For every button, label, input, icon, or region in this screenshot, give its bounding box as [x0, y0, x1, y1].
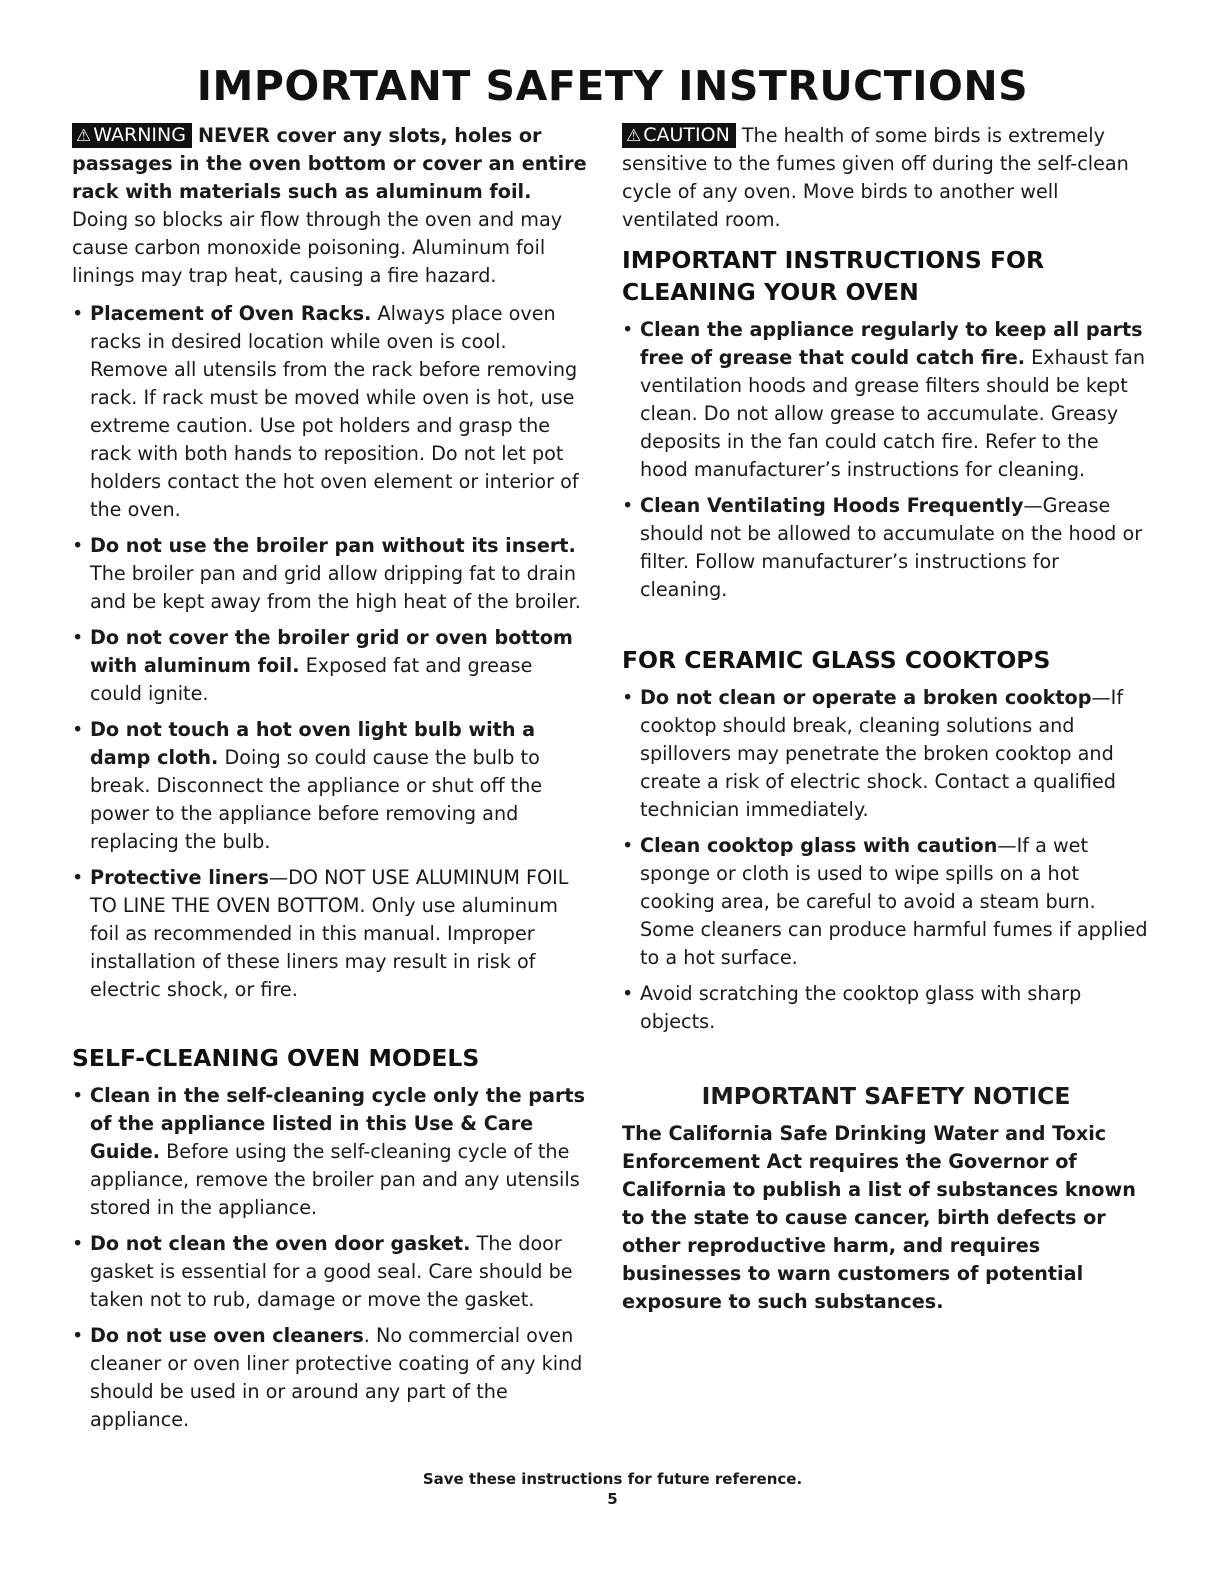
item-text: Doing so could cause the bulb to break. Disconnect the appliance or shut off the power to the appliance before removing and replacing the bulb.	[90, 746, 543, 853]
item-text: The broiler pan and grid allow dripping fat to drain and be kept away from the high heat of the broiler.	[90, 562, 581, 613]
item-text: Before using the self-cleaning cycle of the appliance, remove the broiler pan and any utensils stored in the appliance.	[90, 1140, 580, 1219]
item-bold: Do not use the broiler pan without its insert.	[90, 534, 576, 557]
bullet-icon: •	[72, 534, 84, 557]
bullet-icon: •	[72, 302, 84, 325]
list-item	[72, 624, 590, 708]
cleaning-list	[622, 316, 1150, 604]
right-column	[622, 122, 1150, 1316]
item-text: The door gasket is essential for a good seal. Care should be taken not to rub, damage or move the gasket.	[90, 1232, 573, 1311]
list-item	[72, 1230, 590, 1314]
item-text: —DO NOT USE ALUMINUM FOIL TO LINE THE OVEN BOTTOM. Only use aluminum foil as recommended in this manual. Improper installation of these liners may result in risk of electric shock, or fire.	[90, 866, 569, 1001]
item-bold: Placement of Oven Racks.	[90, 302, 372, 325]
item-text: —If cooktop should break, cleaning solutions and spillovers may penetrate the broken cooktop and create a risk of electric shock. Contact a qualified technician immediately.	[640, 686, 1124, 821]
bullet-icon: •	[72, 866, 84, 889]
page-number: 5	[607, 1490, 618, 1508]
list-item	[72, 1082, 590, 1222]
item-text: Exhaust fan ventilation hoods and grease filters should be kept clean. Do not allow grease to accumulate. Greasy deposits in the fan could catch fire. Refer to the hood manufacturer’s instructions for cleaning.	[640, 346, 1145, 481]
caution-paragraph	[622, 122, 1150, 234]
item-bold: Do not cover the broiler grid or oven bottom with aluminum foil.	[90, 626, 573, 677]
list-item	[622, 316, 1150, 484]
item-bold: Do not use oven cleaners	[90, 1324, 364, 1347]
ceramic-heading: FOR CERAMIC GLASS COOKTOPS	[622, 646, 1051, 674]
item-text: Avoid scratching the cooktop glass with sharp objects.	[640, 982, 1082, 1033]
notice-text: The California Safe Drinking Water and Toxic Enforcement Act requires the Governor of California to publish a list of substances known to the state to cause cancer, birth defects or other reproductive harm, and requires businesses to warn customers of potential exposure to such substances.	[622, 1122, 1136, 1313]
warning-triangle-icon: ⚠	[76, 126, 92, 146]
warning-badge-label: WARNING	[93, 124, 186, 146]
item-bold: Clean the appliance regularly to keep all parts free of grease that could catch fire.	[640, 318, 1143, 369]
warning-paragraph	[72, 122, 590, 290]
item-bold: Clean Ventilating Hoods Frequently	[640, 494, 1024, 517]
left-bullet-list	[72, 300, 590, 1004]
list-item	[622, 492, 1150, 604]
cleaning-heading: IMPORTANT INSTRUCTIONS FOR CLEANING YOUR OVEN	[622, 246, 1045, 306]
page-title: IMPORTANT SAFETY INSTRUCTIONS	[196, 62, 1029, 110]
left-column	[72, 122, 590, 1442]
caution-triangle-icon: ⚠	[626, 126, 642, 146]
footer-note: Save these instructions for future reference.	[422, 1470, 803, 1488]
item-bold: Do not touch a hot oven light bulb with a damp cloth.	[90, 718, 536, 769]
item-bold: Clean in the self-cleaning cycle only the parts of the appliance listed in this Use & Care Guide.	[90, 1084, 586, 1163]
item-text: Always place oven racks in desired location while oven is cool. Remove all utensils from the rack before removing rack. If rack must be moved while oven is hot, use extreme caution. Use pot holders and grasp the rack with both hands to reposition. Do not let pot holders contact the hot oven element or interior of the oven.	[90, 302, 579, 521]
item-bold: Clean cooktop glass with caution	[640, 834, 998, 857]
bullet-icon: •	[72, 1084, 84, 1107]
self-cleaning-list	[72, 1082, 590, 1434]
warning-badge	[72, 123, 192, 148]
warning-text: Doing so blocks air flow through the oven and may cause carbon monoxide poisoning. Aluminum foil linings may trap heat, causing a fire hazard.	[72, 208, 563, 287]
item-text: —Grease should not be allowed to accumulate on the hood or filter. Follow manufacturer’s instructions for cleaning.	[640, 494, 1143, 601]
list-item	[72, 532, 590, 616]
caution-badge-label: CAUTION	[643, 124, 730, 146]
list-item	[622, 684, 1150, 824]
bullet-icon: •	[72, 718, 84, 741]
item-text: Exposed fat and grease could ignite.	[90, 654, 533, 705]
ceramic-list	[622, 684, 1150, 1036]
bullet-icon: •	[622, 494, 634, 517]
item-text: . No commercial oven cleaner or oven liner protective coating of any kind should be used in or around any part of the appliance.	[90, 1324, 583, 1431]
self-cleaning-heading: SELF-CLEANING OVEN MODELS	[72, 1044, 480, 1072]
list-item	[622, 980, 1150, 1036]
item-bold: Do not clean or operate a broken cooktop	[640, 686, 1092, 709]
list-item	[72, 716, 590, 856]
bullet-icon: •	[72, 626, 84, 649]
warning-bold: NEVER cover any slots, holes or passages in the oven bottom or cover an entire rack with materials such as aluminum foil.	[72, 124, 587, 203]
bullet-icon: •	[72, 1232, 84, 1255]
list-item	[72, 300, 590, 524]
bullet-icon: •	[72, 1324, 84, 1347]
list-item	[72, 864, 590, 1004]
item-bold: Do not clean the oven door gasket.	[90, 1232, 471, 1255]
item-text: —If a wet sponge or cloth is used to wipe spills on a hot cooking area, be careful to avoid a steam burn. Some cleaners can produce harmful fumes if applied to a hot surface.	[640, 834, 1148, 969]
list-item	[72, 1322, 590, 1434]
bullet-icon: •	[622, 318, 634, 341]
list-item	[622, 832, 1150, 972]
caution-text: The health of some birds is extremely sensitive to the fumes given off during the self-clean cycle of any oven. Move birds to another well ventilated room.	[622, 124, 1129, 231]
notice-heading: IMPORTANT SAFETY NOTICE	[701, 1082, 1071, 1110]
bullet-icon: •	[622, 982, 634, 1005]
caution-badge	[622, 123, 736, 148]
bullet-icon: •	[622, 686, 634, 709]
item-bold: Protective liners	[90, 866, 269, 889]
bullet-icon: •	[622, 834, 634, 857]
safety-notice	[622, 1080, 1150, 1316]
